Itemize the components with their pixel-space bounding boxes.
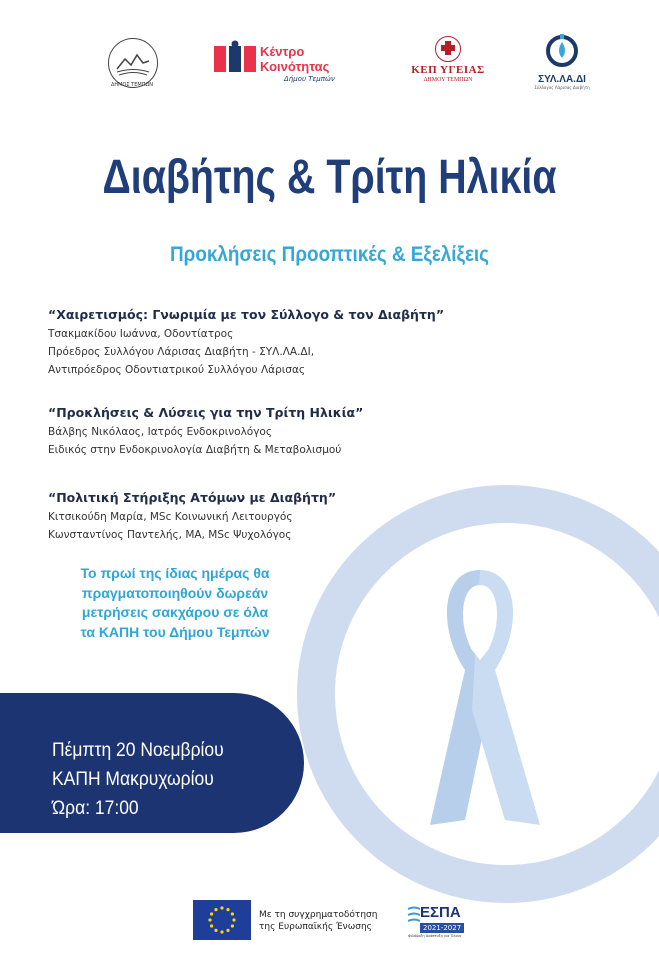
- logo-bar: [0, 30, 659, 100]
- speaker-line: Τσακμακίδου Ιωάννα, Οδοντίατρος: [48, 328, 234, 340]
- speaker-line: Βάλβης Νικόλαος, Ιατρός Ενδοκρινολόγος: [48, 426, 273, 438]
- espa-wave-icon: [408, 906, 420, 924]
- talk-title: “Χαιρετισμός: Γνωριμία με τον Σύλλογο & τον Διαβήτη”: [48, 307, 445, 322]
- community-people-icon: [214, 40, 256, 74]
- talk-policy: [48, 490, 336, 544]
- eu-flag-icon: [193, 900, 251, 940]
- talk-welcome: [48, 307, 444, 379]
- kentro-koinotitas-logo: [214, 38, 344, 88]
- kep-line1: ΚΕΠ ΥΓΕΙΑΣ: [411, 64, 485, 76]
- note-line: πραγματοποιηθούν δωρεάν: [81, 584, 269, 601]
- note-line: Το πρωί της ίδιας ημέρας θα: [80, 565, 270, 581]
- event-place: ΚΑΠΗ Μακρυχωρίου: [52, 769, 214, 790]
- speaker-line: Αντιπρόεδρος Οδοντιατρικού Συλλόγου Λάρισας: [48, 364, 306, 376]
- speaker-line: Ειδικός στην Ενδοκρινολογία Διαβήτη & Μεταβολισμού: [48, 444, 342, 456]
- talk-title: “Πολιτική Στήριξης Ατόμων με Διαβήτη”: [48, 490, 337, 505]
- dimos-tempon-seal-icon: [108, 38, 158, 88]
- awareness-ribbon-icon: [410, 540, 550, 830]
- syl-name: ΣΥΛ.ΛΑ.ΔΙ: [538, 74, 586, 85]
- note-line: μετρήσεις σακχάρου σε όλα: [81, 604, 269, 620]
- free-measurements-note: [40, 564, 310, 642]
- kentro-line1: Κέντρο: [260, 44, 305, 59]
- eu-cofunding-text: [259, 909, 377, 933]
- eu-line2: της Ευρωπαϊκής Ένωσης: [259, 922, 372, 932]
- espa-sub: Φιλόδοξη Ανάπτυξη για Όλους: [408, 934, 462, 938]
- page-subtitle: Προκλήσεις Προοπτικές & Εξελίξεις: [169, 243, 490, 266]
- eu-line1: Με τη συγχρηματοδότηση: [259, 910, 378, 920]
- event-time: Ώρα: 17:00: [52, 798, 139, 819]
- funding-footer: [0, 900, 659, 950]
- kentro-line3: Δήμου Τεμπών: [284, 75, 335, 83]
- kentro-line2: Κοινότητας: [260, 59, 330, 74]
- talk-challenges: [48, 405, 363, 459]
- page-title: Διαβήτης & Τρίτη Ηλικία: [102, 151, 557, 204]
- note-line: τα ΚΑΠΗ του Δήμου Τεμπών: [80, 623, 270, 640]
- event-date: Πέμπτη 20 Νοεμβρίου: [52, 740, 224, 761]
- speaker-line: Κωνσταντίνος Παντελής, ΜΑ, MSc Ψυχολόγος: [48, 529, 292, 541]
- kep-ygeias-logo: [410, 36, 486, 90]
- speaker-line: Πρόεδρος Συλλόγου Λάρισας Διαβήτη - ΣΥΛ.ΛΑ.ΔΙ,: [48, 346, 315, 358]
- event-info-panel: [0, 693, 304, 833]
- dimos-tempon-caption: ΔΗΜΟΣ ΤΕΜΠΩΝ: [110, 82, 154, 88]
- syl-la-di-logo: [532, 34, 592, 94]
- talk-title: “Προκλήσεις & Λύσεις για την Τρίτη Ηλικία”: [48, 405, 364, 420]
- kep-line2: ΔΗΜΟΥ ΤΕΜΠΩΝ: [423, 77, 473, 83]
- drop-icon: [545, 34, 579, 68]
- espa-logo: [408, 904, 480, 940]
- speaker-line: Κιτσικούδη Μαρία, MSc Κοινωνική Λειτουργός: [48, 511, 293, 523]
- medical-cross-icon: [435, 36, 461, 62]
- espa-title: ΕΣΠΑ: [420, 904, 461, 921]
- espa-years: 2021-2027: [420, 923, 464, 933]
- syl-sub: Σύλλογος Λάρισας Διαβήτη: [534, 85, 590, 90]
